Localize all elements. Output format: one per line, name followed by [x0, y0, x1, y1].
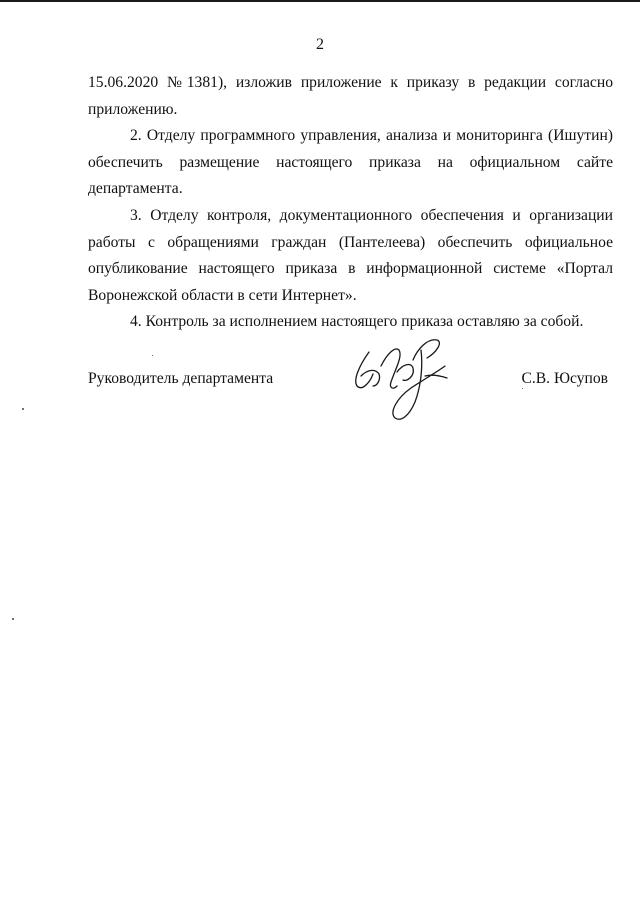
- document-body: [88, 70, 613, 336]
- scan-speck: [22, 408, 24, 410]
- top-border-line: [0, 0, 640, 2]
- signer-position: Руководитель департамента: [88, 370, 274, 387]
- signature-block: [88, 364, 608, 424]
- paragraph-continuation: 15.06.2020 №1381), изложив приложение к приказу в редакции согласно приложению.: [88, 74, 613, 118]
- page-number: 2: [316, 36, 324, 53]
- paragraph-item-4: 4. Контроль за исполнением настоящего приказа оставляю за собой.: [130, 313, 584, 331]
- signer-name: С.В. Юсупов: [521, 370, 608, 387]
- scan-speck: [522, 388, 523, 389]
- scan-speck: [152, 355, 153, 356]
- paragraph-item-2: 2. Отделу программного управления, анализа и мониторинга (Ишутин) обеспечить размещение настоящего приказа на официальном сайте департамента.: [88, 127, 613, 198]
- handwritten-signature: [351, 336, 461, 426]
- scan-speck: [12, 618, 14, 620]
- paragraph-item-3: 3. Отделу контроля, документационного обеспечения и организации работы с обращениями граждан (Пантелеева) обеспечить официальное опубликование настоящего приказа в информационной системе «Портал Воронежской области в сети Интернет».: [88, 206, 613, 304]
